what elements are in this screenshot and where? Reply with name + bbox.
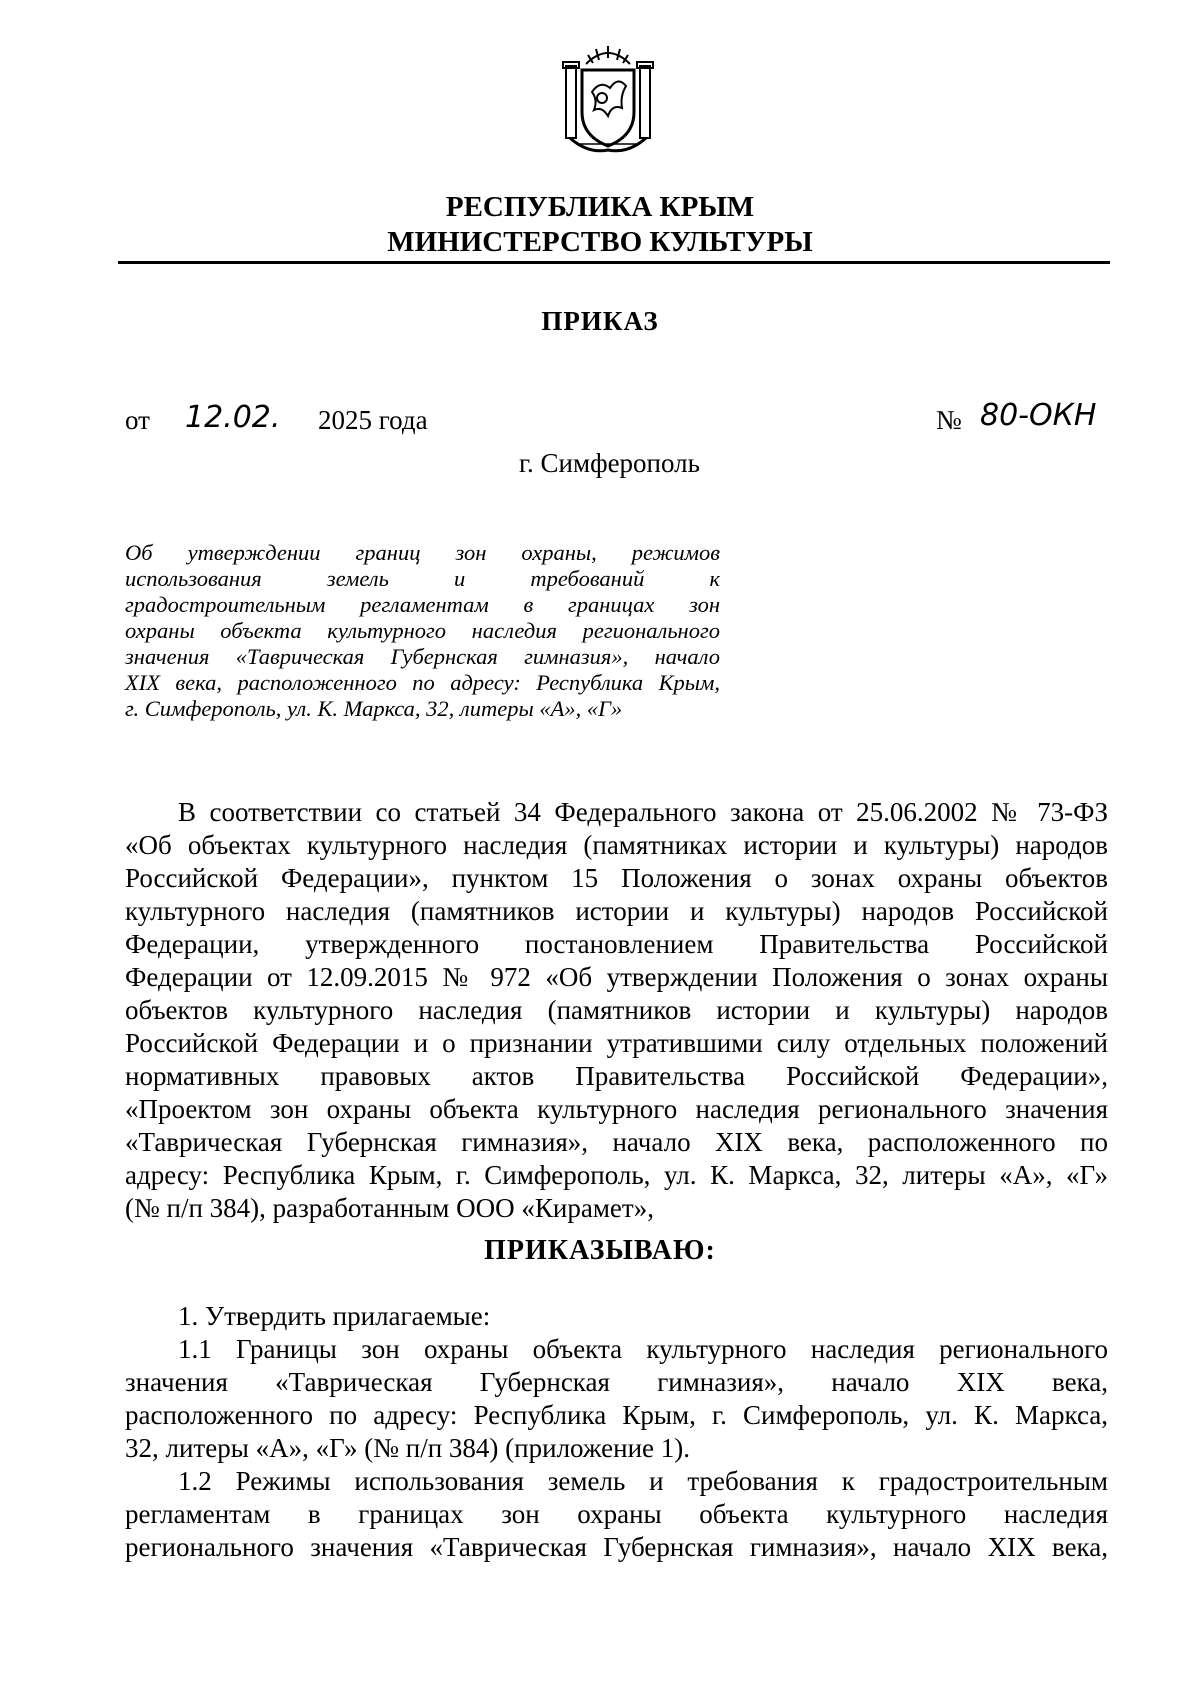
paragraph-line: Российской Федерации и о признании утратившими силу отдельных положений xyxy=(125,1028,1108,1058)
paragraph-line: Федерации от 12.09.2015 № 972 «Об утверждении Положения о зонах охраны xyxy=(125,962,1108,992)
paragraph-line: «Об объектах культурного наследия (памятниках истории и культуры) народов xyxy=(125,830,1108,860)
subject-line: г. Симферополь, ул. К. Маркса, 32, литеры «А», «Г» xyxy=(125,696,623,721)
paragraph-line: Федерации, утвержденного постановлением Правительства Российской xyxy=(125,929,1108,959)
paragraph-line: (№ п/п 384), разработанным ООО «Кирамет», xyxy=(125,1193,654,1223)
paragraph-line: адресу: Республика Крым, г. Симферополь, ул. К. Маркса, 32, литеры «А», «Г» xyxy=(125,1160,1108,1190)
number-prefix: № xyxy=(936,405,962,435)
item-line: 32, литеры «А», «Г» (№ п/п 384) (приложение 1). xyxy=(125,1433,691,1463)
item-line: значения «Таврическая Губернская гимназия», начало XIX века, xyxy=(125,1367,1108,1397)
republic-name: РЕСПУБЛИКА КРЫМ xyxy=(445,191,755,223)
item-line: расположенного по адресу: Республика Крым, г. Симферополь, ул. К. Маркса, xyxy=(125,1400,1108,1430)
item-line: регламентам в границах зон охраны объекта культурного наследия xyxy=(125,1499,1108,1529)
date-prefix: от xyxy=(125,405,150,435)
date-year: 2025 года xyxy=(318,405,428,435)
item-line: регионального значения «Таврическая Губернская гимназия», начало XIX века, xyxy=(125,1532,1108,1562)
paragraph-line: нормативных правовых актов Правительства Российской Федерации», xyxy=(125,1061,1108,1091)
item-line: 1.2 Режимы использования земель и требования к градостроительным xyxy=(178,1466,1108,1496)
header-divider xyxy=(118,261,1110,264)
order-items xyxy=(125,1300,1108,1564)
subject-line: градостроительным регламентам в границах зон xyxy=(125,592,720,617)
paragraph-line: культурного наследия (памятников истории и культуры) народов Российской xyxy=(125,896,1108,926)
item-line: 1.1 Границы зон охраны объекта культурного наследия регионального xyxy=(178,1334,1108,1364)
preamble-paragraph xyxy=(125,796,1108,1225)
handwritten-order-number: 80-ОКН xyxy=(980,398,1097,433)
paragraph-line: «Таврическая Губернская гимназия», начало XIX века, расположенного по xyxy=(125,1127,1108,1157)
paragraph-line: Российской Федерации», пунктом 15 Положения о зонах охраны объектов xyxy=(125,863,1108,893)
subject-line: Об утверждении границ зон охраны, режимов xyxy=(125,540,720,565)
item-line: 1. Утвердить прилагаемые: xyxy=(178,1301,491,1331)
paragraph-line: «Проектом зон охраны объекта культурного наследия регионального значения xyxy=(125,1094,1108,1124)
subject-line: охраны объекта культурного наследия регионального xyxy=(125,618,720,643)
ministry-name: МИНИСТЕРСТВО КУЛЬТУРЫ xyxy=(387,226,813,258)
subject-line: использования земель и требований к xyxy=(125,566,720,591)
subject-line: значения «Таврическая Губернская гимназия», начало xyxy=(125,644,720,669)
paragraph-line: объектов культурного наследия (памятников истории и культуры) народов xyxy=(125,995,1108,1025)
order-title: ПРИКАЗ xyxy=(541,306,659,336)
city: г. Симферополь xyxy=(519,448,700,478)
paragraph-line: В соответствии со статьей 34 Федерального закона от 25.06.2002 № 73-ФЗ xyxy=(178,797,1108,827)
crimea-coat-of-arms-emblem xyxy=(548,40,668,160)
handwritten-date: 12.02. xyxy=(185,400,281,435)
decree-heading: ПРИКАЗЫВАЮ: xyxy=(484,1235,716,1266)
order-subject xyxy=(125,540,720,722)
subject-line: XIX века, расположенного по адресу: Республика Крым, xyxy=(125,670,720,695)
